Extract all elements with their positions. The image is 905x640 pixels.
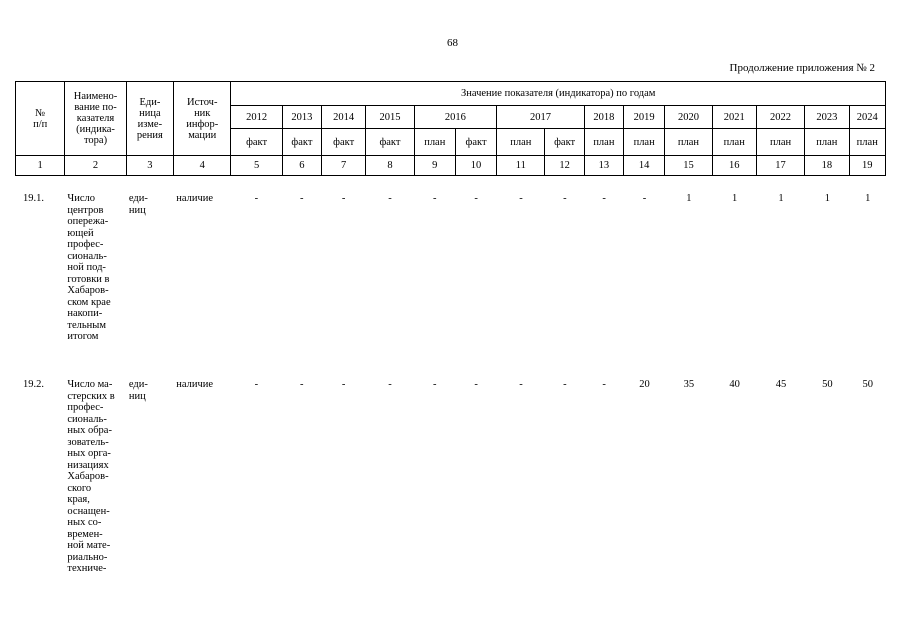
value-cell: - [474, 379, 478, 390]
info-source: наличие [176, 379, 214, 390]
header-col-number: 1 [16, 156, 65, 176]
header-col-number: 10 [455, 156, 496, 176]
value-cell: 1 [778, 193, 784, 204]
header-col-name: Наимено- вание по- казателя (индика- тора) [65, 82, 126, 156]
header-group-title: Значение показателя (индикатора) по годам [231, 82, 886, 106]
header-year: 2020 [665, 106, 712, 129]
header-type: план [849, 129, 886, 156]
table-row [15, 193, 886, 343]
header-col-number: 15 [665, 156, 712, 176]
value-cell: - [388, 379, 392, 390]
value-cell: - [341, 193, 346, 204]
value-cell: - [254, 193, 259, 204]
header-type: план [624, 129, 665, 156]
header-type: план [756, 129, 804, 156]
continuation-label: Продолжение приложения № 2 [729, 62, 875, 74]
value-cell: 1 [686, 193, 692, 204]
value-cell: 1 [865, 193, 871, 204]
header-year: 2012 [231, 106, 282, 129]
value-cell: - [300, 379, 304, 390]
header-year: 2022 [756, 106, 804, 129]
value-cell: - [254, 379, 259, 390]
header-col-number: 14 [624, 156, 665, 176]
header-col-unit: Еди- ница изме- рения [126, 82, 173, 156]
value-cell: - [433, 379, 437, 390]
header-year: 2021 [712, 106, 756, 129]
header-col-number: 18 [805, 156, 849, 176]
info-source: наличие [176, 193, 214, 204]
header-type: план [805, 129, 849, 156]
value-cell: - [519, 193, 523, 204]
header-type: план [665, 129, 712, 156]
value-cell: - [602, 379, 606, 390]
indicator-name: Число центров опережа- ющей профес- сиональ- ной под- готовки в Хабаров- ском крае накопи- тельным итогом [67, 193, 111, 342]
header-col-number: 16 [712, 156, 756, 176]
header-col-number: 12 [545, 156, 584, 176]
value-cell: - [433, 193, 437, 204]
value-cell: - [563, 379, 567, 390]
header-year: 2014 [322, 106, 366, 129]
value-cell: 1 [824, 193, 831, 204]
value-cell: 1 [732, 193, 738, 204]
header-year: 2018 [584, 106, 623, 129]
value-cell: - [563, 193, 567, 204]
header-type: план [414, 129, 455, 156]
value-cell: 50 [822, 379, 833, 390]
value-cell: 50 [862, 379, 874, 390]
header-col-num: № п/п [16, 82, 65, 156]
header-col-number: 7 [322, 156, 366, 176]
header-col-number: 4 [174, 156, 231, 176]
header-col-number: 2 [65, 156, 126, 176]
header-year: 2019 [624, 106, 665, 129]
header-col-number: 17 [756, 156, 804, 176]
indicator-name: Число ма- стерских в профес- сиональ- ных обра- зователь- ных орга- низациях Хабаров- ского края, оснащен- ных со- времен- ной мате- риально- техниче- [67, 379, 115, 574]
value-cell: - [602, 193, 606, 204]
unit-of-measure: еди- ниц [128, 379, 148, 402]
header-year: 2013 [282, 106, 321, 129]
value-cell: - [519, 379, 523, 390]
header-year: 2023 [805, 106, 849, 129]
value-cell: 35 [683, 379, 695, 390]
header-col-number: 13 [584, 156, 623, 176]
value-cell: - [300, 193, 304, 204]
header-year: 2017 [497, 106, 585, 129]
value-cell: - [474, 193, 478, 204]
header-year: 2015 [366, 106, 414, 129]
header-col-number: 9 [414, 156, 455, 176]
header-year: 2016 [414, 106, 497, 129]
value-cell: - [388, 193, 392, 204]
header-type: факт [366, 129, 414, 156]
header-type: факт [231, 129, 282, 156]
value-cell: - [642, 193, 647, 204]
value-cell: - [341, 379, 346, 390]
row-number: 19.1. [23, 193, 44, 204]
header-col-number: 6 [282, 156, 321, 176]
header-type: план [712, 129, 756, 156]
table-row [15, 379, 886, 575]
value-cell: 45 [775, 379, 787, 390]
row-number: 19.2. [23, 379, 44, 390]
value-cell: 20 [639, 379, 650, 390]
header-type: факт [282, 129, 321, 156]
header-type: план [497, 129, 545, 156]
header-type: план [584, 129, 623, 156]
header-type: факт [455, 129, 496, 156]
unit-of-measure: еди- ниц [128, 193, 148, 216]
header-col-number: 5 [231, 156, 282, 176]
header-type: факт [545, 129, 584, 156]
header-col-number: 8 [366, 156, 414, 176]
header-year: 2024 [849, 106, 886, 129]
page-number: 68 [447, 37, 458, 49]
header-type: факт [322, 129, 366, 156]
header-col-source: Источ- ник инфор- мации [174, 82, 231, 156]
header-col-number: 11 [497, 156, 545, 176]
header-col-number: 3 [126, 156, 173, 176]
value-cell: 40 [729, 379, 740, 390]
header-table [15, 81, 886, 176]
header-col-number: 19 [849, 156, 886, 176]
